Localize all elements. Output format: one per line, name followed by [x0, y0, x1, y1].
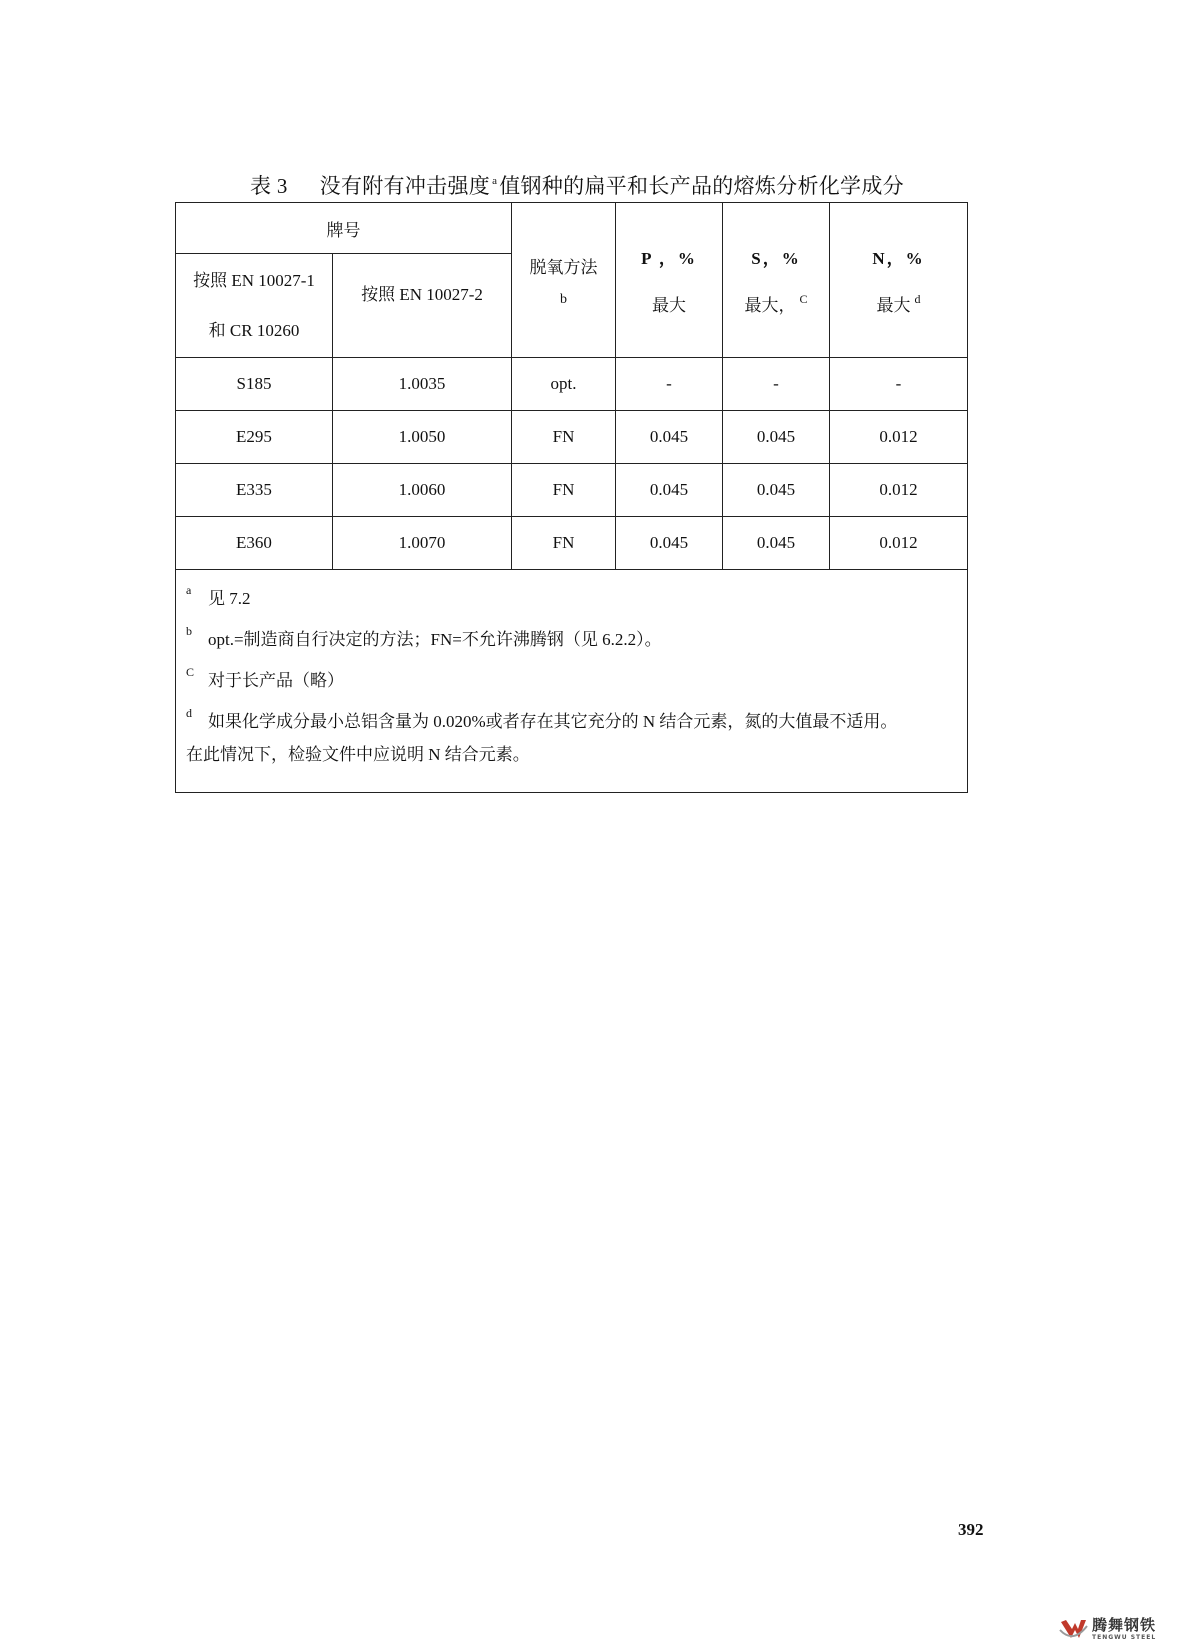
- footnote-a: [186, 574, 957, 615]
- logo-text: [1092, 1617, 1156, 1642]
- caption-text-before: 没有附有冲击强度: [319, 174, 491, 198]
- cell-number: 1.0035: [333, 358, 512, 411]
- footnote-mark: a: [186, 583, 192, 597]
- cell-p: 0.045: [616, 464, 723, 517]
- cell-n: 0.012: [830, 517, 968, 570]
- cell-n: -: [830, 358, 968, 411]
- footnote-b: [186, 615, 957, 656]
- cell-s: 0.045: [723, 517, 830, 570]
- footnote-mark: b: [186, 624, 192, 638]
- footnote-text: 对于长产品（略）: [208, 671, 344, 690]
- footnote-d: [186, 697, 957, 738]
- header-p-max: 最大: [652, 296, 686, 315]
- logo-name-cn: 腾舞钢铁: [1092, 1615, 1157, 1634]
- cell-n: 0.012: [830, 411, 968, 464]
- cell-number: 1.0070: [333, 517, 512, 570]
- footnote-c: [186, 656, 957, 697]
- table-row: [176, 517, 968, 570]
- cell-grade: S185: [176, 358, 333, 411]
- footnote-mark: d: [186, 706, 192, 720]
- footnote-mark: C: [186, 665, 195, 679]
- header-en10027-1-line1: 按照 EN 10027-1: [193, 270, 315, 290]
- header-en10027-2: 按照 EN 10027-2: [333, 254, 512, 358]
- cell-deox: opt.: [512, 358, 616, 411]
- header-designation: 牌号: [176, 203, 512, 254]
- header-deoxidation: [512, 203, 616, 358]
- footnote-text: 见 7.2: [208, 589, 251, 608]
- cell-s: -: [723, 358, 830, 411]
- header-s-note: C: [799, 292, 808, 306]
- cell-grade: E360: [176, 517, 333, 570]
- table-number: 表 3: [250, 174, 288, 198]
- cell-s: 0.045: [723, 464, 830, 517]
- cell-number: 1.0060: [333, 464, 512, 517]
- cell-n: 0.012: [830, 464, 968, 517]
- logo-emblem-icon: [1058, 1616, 1088, 1642]
- caption-footnote-mark: a: [492, 175, 498, 187]
- footnote-d-continuation: 在此情况下，检验文件中应说明 N 结合元素。: [186, 745, 530, 764]
- cell-p: 0.045: [616, 411, 723, 464]
- table-caption: [250, 170, 904, 200]
- table-row: [176, 411, 968, 464]
- header-deox-label: 脱氧方法: [529, 257, 598, 277]
- caption-text-after: 值钢种的扁平和长产品的熔炼分析化学成分: [499, 174, 904, 198]
- footnote-text: 如果化学成分最小总铝含量为 0.020%或者存在其它充分的 N 结合元素，氮的大值最不适用。: [208, 712, 898, 731]
- cell-deox: FN: [512, 464, 616, 517]
- footnotes-cell: [176, 570, 968, 793]
- header-p-label: P ，%: [641, 249, 697, 268]
- logo-name-en: TENGWU STEEL: [1092, 1633, 1157, 1641]
- header-s-label: S，%: [751, 249, 801, 268]
- cell-p: 0.045: [616, 517, 723, 570]
- company-logo: [1058, 1616, 1156, 1642]
- table-row: [176, 358, 968, 411]
- cell-grade: E335: [176, 464, 333, 517]
- footnote-text: opt.=制造商自行决定的方法；FN=不允许沸腾钢（见 6.2.2）。: [208, 630, 662, 649]
- table-row: [176, 464, 968, 517]
- header-n-label: N，%: [872, 249, 925, 268]
- page-number: 392: [958, 1520, 984, 1539]
- cell-deox: FN: [512, 517, 616, 570]
- header-s: [723, 203, 830, 358]
- header-n-max: 最大: [876, 296, 911, 315]
- header-en10027-1-line2: 和 CR 10260: [208, 320, 300, 340]
- header-p: [616, 203, 723, 358]
- header-deox-note: b: [560, 291, 567, 307]
- header-n: [830, 203, 968, 358]
- cell-s: 0.045: [723, 411, 830, 464]
- cell-number: 1.0050: [333, 411, 512, 464]
- cell-deox: FN: [512, 411, 616, 464]
- composition-table: [175, 202, 968, 793]
- header-s-max: 最大，: [744, 296, 796, 315]
- header-n-note: d: [914, 292, 921, 306]
- cell-grade: E295: [176, 411, 333, 464]
- cell-p: -: [616, 358, 723, 411]
- header-en10027-1: [176, 254, 333, 358]
